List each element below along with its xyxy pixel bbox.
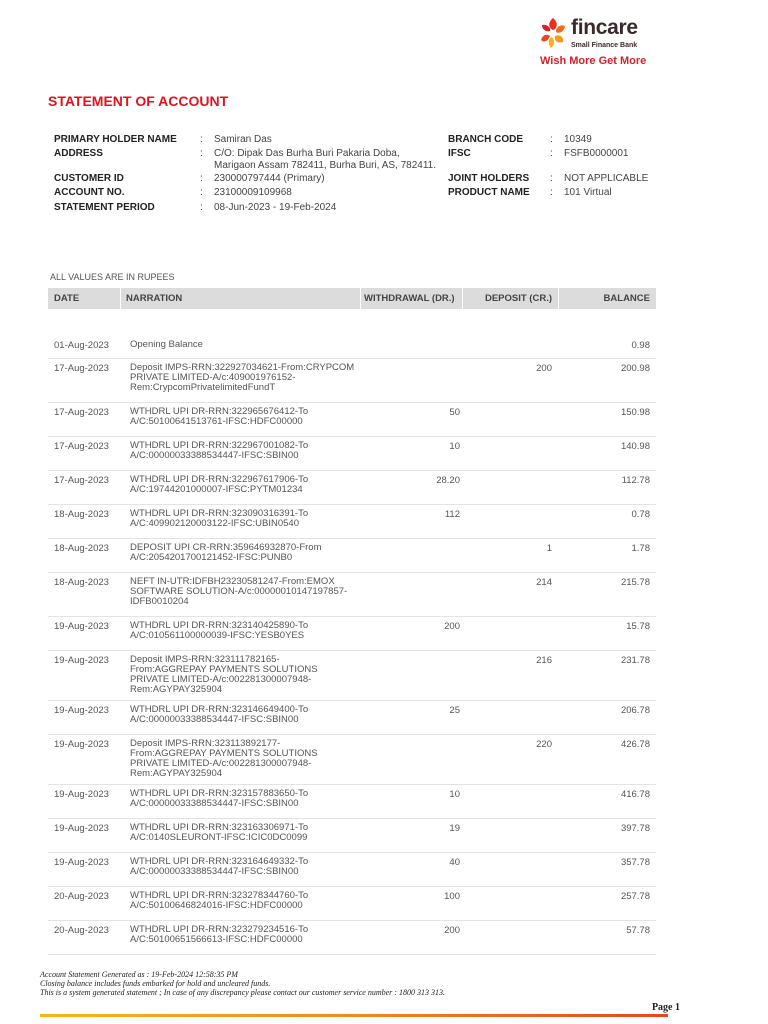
narration-line: From:AGGREPAY PAYMENTS SOLUTIONS [130,748,318,759]
row-narration [130,407,370,427]
row-date: 19-Aug-2023 [54,823,109,834]
narration-line: Deposit IMPS-RRN:323113892177- [130,738,281,749]
header-date: DATE [54,293,80,304]
narration-line: WTHDRL UPI DR-RRN:322965676412-To [130,406,309,417]
header-separator [558,288,559,309]
joint-holders-label: JOINT HOLDERS [448,173,530,184]
row-balance: 140.98 [620,441,650,452]
table-row [48,573,656,617]
table-row [48,617,656,651]
narration-line: WTHDRL UPI DR-RRN:323164649332-To [130,856,309,867]
row-narration [130,441,370,461]
narration-line: A/C:409902120003122-IFSC:UBIN0540 [130,518,300,529]
narration-line: Rem:AGYPAY325904 [130,684,223,695]
footer-gradient-bar [40,1014,668,1017]
row-date: 17-Aug-2023 [54,475,109,486]
row-narration [130,340,370,350]
narration-line: WTHDRL UPI DR-RRN:323140425890-To [130,620,309,631]
row-balance: 426.78 [620,739,650,750]
table-row [48,505,656,539]
row-withdrawal: 10 [449,441,460,452]
narration-line: Opening Balance [130,339,203,350]
narration-line: SOFTWARE SOLUTION-A/c:00000010147197857- [130,586,348,597]
generated-note: Account Statement Generated as : 19-Feb-2024 12:58:35 PM [40,970,238,979]
row-balance: 1.78 [631,543,650,554]
row-date: 17-Aug-2023 [54,407,109,418]
header-separator [462,288,463,309]
table-row [48,785,656,819]
table-row [48,336,656,359]
narration-line: Rem:AGYPAY325904 [130,768,223,779]
address-value: C/O: Dipak Das Burha Buri Pakaria Doba, Marigaon Assam 782411, Burha Buri, AS, 782411. [214,148,436,171]
header-withdrawal: WITHDRAWAL (DR.) [364,293,455,304]
narration-line: PRIVATE LIMITED-A/c:002281300007948- [130,758,312,769]
row-narration [130,823,370,843]
closing-balance-note: Closing balance includes funds embarked for hold and uncleared funds. [40,979,271,988]
narration-line: WTHDRL UPI DR-RRN:322967001082-To [130,440,309,451]
bank-logo [538,16,658,70]
ifsc-label: IFSC [448,148,471,159]
narration-line: From:AGGREPAY PAYMENTS SOLUTIONS [130,664,318,675]
row-deposit: 200 [536,363,552,374]
colon: : [200,173,203,184]
row-balance: 397.78 [620,823,650,834]
row-balance: 215.78 [620,577,650,588]
row-date: 01-Aug-2023 [54,340,109,351]
row-balance: 257.78 [620,891,650,902]
narration-line: A/C:00000033388534447-IFSC:SBIN00 [130,450,299,461]
row-balance: 416.78 [620,789,650,800]
row-withdrawal: 112 [444,509,460,520]
row-withdrawal: 200 [444,925,460,936]
header-deposit: DEPOSIT (CR.) [484,293,552,304]
row-date: 20-Aug-2023 [54,925,109,936]
brand-name: fincare [571,16,638,39]
account-no-label: ACCOUNT NO. [54,187,125,198]
row-balance: 206.78 [620,705,650,716]
branch-code-label: BRANCH CODE [448,134,523,145]
account-no-value: 23100009109968 [214,187,292,198]
table-row [48,921,656,955]
fincare-flower-icon [538,16,568,50]
page-title: STATEMENT OF ACCOUNT [48,93,229,109]
row-date: 19-Aug-2023 [54,789,109,800]
row-narration [130,739,370,779]
row-balance: 231.78 [620,655,650,666]
narration-line: A/C:19744201000007-IFSC:PYTM01234 [130,484,303,495]
row-narration [130,655,370,695]
row-date: 18-Aug-2023 [54,509,109,520]
row-date: 19-Aug-2023 [54,705,109,716]
statement-footer [40,970,445,997]
page-number: Page 1 [651,1002,680,1013]
row-date: 19-Aug-2023 [54,655,109,666]
row-narration [130,577,370,607]
row-balance: 57.78 [626,925,650,936]
colon: : [200,134,203,145]
row-balance: 0.98 [631,340,650,351]
colon: : [550,148,553,159]
row-deposit: 216 [536,655,552,666]
narration-line: A/C:00000033388534447-IFSC:SBIN00 [130,798,299,809]
narration-line: WTHDRL UPI DR-RRN:323157883650-To [130,788,309,799]
row-narration [130,705,370,725]
table-row [48,853,656,887]
row-deposit: 214 [536,577,552,588]
colon: : [550,187,553,198]
narration-line: WTHDRL UPI DR-RRN:323090316391-To [130,508,309,519]
row-narration [130,543,370,563]
row-balance: 200.98 [620,363,650,374]
narration-line: A/C:2054201700121452-IFSC:PUNB0 [130,552,293,563]
narration-line: WTHDRL UPI DR-RRN:323163306971-To [130,822,309,833]
table-row [48,651,656,701]
row-narration [130,363,370,393]
header-separator [120,288,121,309]
row-date: 17-Aug-2023 [54,363,109,374]
header-separator [360,288,361,309]
narration-line: A/C:50100646824016-IFSC:HDFC00000 [130,900,303,911]
row-narration [130,475,370,495]
row-balance: 0.78 [631,509,650,520]
colon: : [550,173,553,184]
table-row [48,403,656,437]
statement-period-value: 08-Jun-2023 - 19-Feb-2024 [214,202,337,213]
table-row [48,539,656,573]
row-withdrawal: 19 [449,823,460,834]
row-deposit: 1 [546,543,552,554]
narration-line: A/C:00000033388534447-IFSC:SBIN00 [130,714,299,725]
discrepancy-note: This is a system generated statement ; In case of any discrepancy please contact our customer service number : 1800 313 313. [40,988,445,997]
narration-line: PRIVATE LIMITED-A/c:409001976152- [130,372,296,383]
row-date: 19-Aug-2023 [54,739,109,750]
row-withdrawal: 200 [444,621,460,632]
narration-line: PRIVATE LIMITED-A/c:002281300007948- [130,674,312,685]
row-withdrawal: 10 [449,789,460,800]
row-balance: 112.78 [621,475,650,486]
narration-line: Rem:CrypcomPrivatelimitedFundT [130,382,276,393]
joint-holders-value: NOT APPLICABLE [564,173,649,184]
header-narration: NARRATION [126,293,183,304]
row-narration [130,621,370,641]
colon: : [200,187,203,198]
narration-line: Deposit IMPS-RRN:323111782165- [130,654,280,665]
ifsc-value: FSFB0000001 [564,148,629,159]
table-row [48,819,656,853]
row-narration [130,891,370,911]
product-name-label: PRODUCT NAME [448,187,530,198]
narration-line: NEFT IN-UTR:IDFBH23230581247-From:EMOX [130,576,335,587]
narration-line: WTHDRL UPI DR-RRN:323146649400-To [130,704,309,715]
table-header [48,288,656,309]
row-balance: 15.78 [626,621,650,632]
row-narration [130,925,370,945]
narration-line: DEPOSIT UPI CR-RRN:359646932870-From [130,542,322,553]
row-narration [130,857,370,877]
row-date: 19-Aug-2023 [54,621,109,632]
narration-line: A/C:50100651566613-IFSC:HDFC00000 [130,934,303,945]
address-label: ADDRESS [54,148,103,159]
row-withdrawal: 40 [449,857,460,868]
colon: : [200,202,203,213]
header-balance: BALANCE [603,293,650,304]
narration-line: Deposit IMPS-RRN:322927034621-From:CRYPCOM [130,362,355,373]
row-withdrawal: 50 [449,407,460,418]
narration-line: A/C:010561100000039-IFSC:YESB0YES [130,630,305,641]
row-date: 18-Aug-2023 [54,543,109,554]
table-row [48,735,656,785]
table-row [48,437,656,471]
brand-subtitle: Small Finance Bank [571,42,638,49]
colon: : [550,134,553,145]
narration-line: A/C:0140SLEURONT-IFSC:ICIC0DC0099 [130,832,308,843]
branch-code-value: 10349 [564,134,592,145]
table-row [48,887,656,921]
row-withdrawal: 25 [449,705,460,716]
narration-line: IDFB0010204 [130,596,189,607]
primary-holder-value: Samiran Das [214,134,272,145]
row-balance: 357.78 [620,857,650,868]
row-date: 19-Aug-2023 [54,857,109,868]
table-row [48,701,656,735]
table-row [48,471,656,505]
colon: : [200,148,203,159]
narration-line: A/C:50100641513761-IFSC:HDFC00000 [130,416,303,427]
customer-id-value: 230000797444 (Primary) [214,173,325,184]
table-row [48,359,656,403]
row-withdrawal: 28.20 [436,475,460,486]
transactions-table [48,288,656,945]
narration-line: WTHDRL UPI DR-RRN:322967617906-To [130,474,309,485]
primary-holder-label: PRIMARY HOLDER NAME [54,134,177,145]
row-date: 20-Aug-2023 [54,891,109,902]
row-narration [130,509,370,529]
row-withdrawal: 100 [444,891,460,902]
product-name-value: 101 Virtual [564,187,612,198]
statement-period-label: STATEMENT PERIOD [54,202,155,213]
row-deposit: 220 [536,739,552,750]
narration-line: A/C:00000033388534447-IFSC:SBIN00 [130,866,299,877]
customer-id-label: CUSTOMER ID [54,173,124,184]
narration-line: WTHDRL UPI DR-RRN:323278344760-To [130,890,309,901]
row-narration [130,789,370,809]
values-note: ALL VALUES ARE IN RUPEES [50,272,175,282]
row-balance: 150.98 [620,407,650,418]
narration-line: WTHDRL UPI DR-RRN:323279234516-To [130,924,309,935]
row-date: 17-Aug-2023 [54,441,109,452]
row-date: 18-Aug-2023 [54,577,109,588]
brand-tagline: Wish More Get More [540,55,647,67]
